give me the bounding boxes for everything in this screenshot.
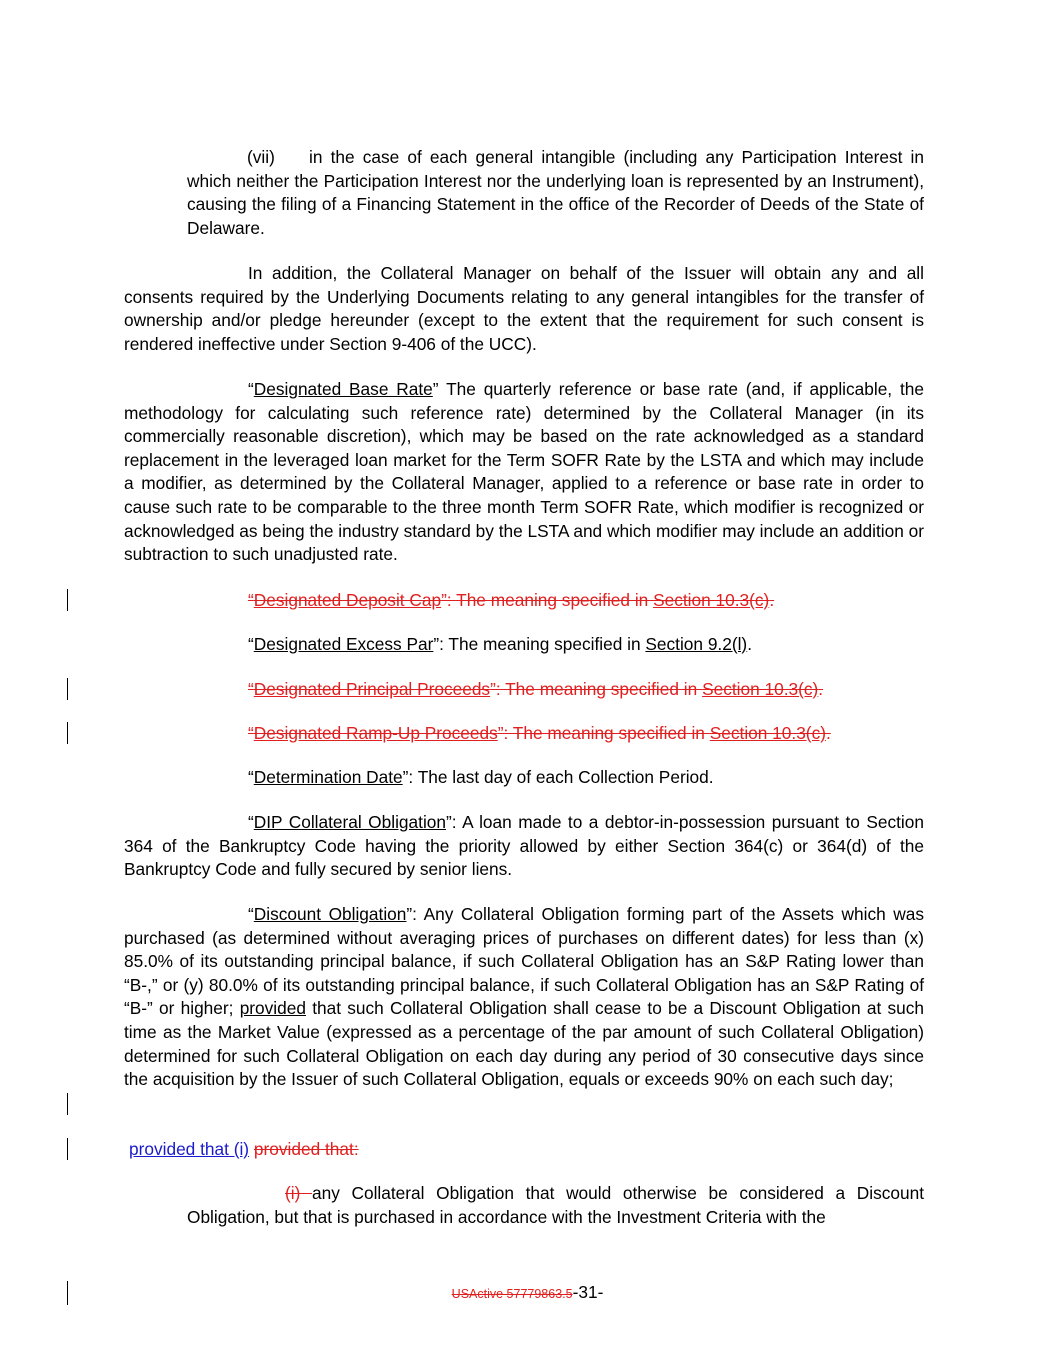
clause-text: in the case of each general intangible (including any Participation Interest in which neither the Participation Interest nor the underlying loan is represented by an Instrument), causing the filing of a Financing Statement in the office of the Recorder of Deeds of the State of Delaware. (187, 147, 924, 238)
defined-term: Determination Date (253, 767, 403, 787)
deleted-clause-number: (i) (285, 1183, 312, 1203)
period: . (769, 590, 775, 610)
defined-term: DIP Collateral Obligation (253, 812, 446, 832)
quote-open: “ (248, 723, 254, 743)
definition-text: ”: The last day of each Collection Period. (402, 767, 714, 787)
definition-designated-principal-proceeds (124, 678, 924, 702)
defined-term: Designated Excess Par (253, 634, 434, 654)
definition-determination-date (124, 766, 924, 790)
provided-term: provided (239, 998, 306, 1019)
page-footer (0, 1281, 1055, 1307)
definition-text-cont: that such Collateral Obligation shall cease to be a Discount Obligation at such time as the Market Value (expressed as a percentage of the par amount of such Collateral Obligation) determined for such Collateral Obligation on each day during any period of 30 consecutive days since the acquisition by the Issuer of such Collateral Obligation, equals or exceeds 90% on each such day; (124, 998, 924, 1090)
definition-text: ”: The meaning specified in (433, 634, 646, 654)
definition-designated-ramp-up-proceeds (124, 722, 924, 746)
quote-open: “ (248, 679, 254, 699)
clause-number: (vii) (247, 147, 275, 167)
definition-text: ”: The meaning specified in (497, 723, 710, 743)
change-bar (67, 678, 68, 700)
quote-close: ” (432, 379, 439, 399)
quote-open: “ (248, 767, 254, 787)
paragraph-vii (187, 146, 924, 240)
period: . (818, 679, 824, 699)
defined-term: Designated Principal Proceeds (253, 679, 491, 699)
section-reference: Section 10.3(c) (702, 679, 819, 699)
defined-term: Designated Ramp-Up Proceeds (253, 723, 498, 743)
definition-designated-excess-par (124, 633, 924, 657)
change-bar (67, 1093, 68, 1115)
section-reference: Section 9.2(l) (645, 634, 748, 654)
defined-term: Discount Obligation (253, 904, 407, 924)
change-bar (67, 589, 68, 611)
definition-designated-base-rate (124, 378, 924, 567)
definition-designated-deposit-cap (124, 589, 924, 613)
defined-term: Designated Deposit Cap (253, 590, 442, 610)
section-reference: Section 10.3(c) (653, 590, 770, 610)
quote-open: “ (248, 590, 254, 610)
definition-text: ”: The meaning specified in (490, 679, 703, 699)
clause-i (187, 1182, 924, 1229)
provided-that-line (129, 1138, 929, 1162)
period: . (825, 723, 831, 743)
deleted-text-2: that: (320, 1139, 359, 1159)
document-id: USActive 57779863.5 (451, 1287, 573, 1301)
paragraph-in-addition: In addition, the Collateral Manager on behalf of the Issuer will obtain any and all consents required by the Underlying Documents relating to any general intangibles for the transfer of ownership and/or pledge hereunder (except to the extent that the requirement for such consent is rendered ineffective under Section 9-406 of the UCC). (124, 263, 924, 354)
definition-text: ”: A loan made to a debtor-in-possession pursuant to Section 364 of the Bankruptcy Code having the priority allowed by either Section 364(c) or 364(d) of the Bankruptcy Code and fully secured by senior liens. (124, 812, 924, 880)
quote-open: “ (248, 812, 254, 832)
quote-open: “ (248, 379, 254, 399)
definition-dip-collateral-obligation (124, 811, 924, 882)
inserted-text: provided that (i) (129, 1139, 250, 1159)
definition-text: ”: The meaning specified in (441, 590, 654, 610)
page-number: -31- (572, 1282, 604, 1302)
change-bar (67, 722, 68, 744)
deleted-text: provided (253, 1139, 321, 1159)
definition-text: ”: Any Collateral Obligation forming part of the Assets which was purchased (as determined without averaging prices of purchases on different dates) for less than (x) 85.0% of its outstanding principal balance, if such Collateral Obligation has an S&P Rating lower than “B-,” or (y) 80.0% of its outstanding principal balance, if such Collateral Obligation has an S&P Rating of “B-” or higher; (124, 904, 924, 1019)
quote-open: “ (248, 634, 254, 654)
definition-text: The quarterly reference or base rate (and, if applicable, the methodology for calculating such reference rate) determined by the Collateral Manager (in its commercially reasonable discretion), which may be based on the rate acknowledged as a standard replacement in the leveraged loan market for the Term SOFR Rate by the LSTA and which may include a modifier, as determined by the Collateral Manager, applied to a reference or base rate in order to cause such rate to be comparable to the three month Term SOFR Rate, which modifier is recognized or acknowledged as being the industry standard by the LSTA and which modifier may include an addition or subtraction to such unadjusted rate. (124, 379, 924, 565)
period: . (747, 634, 753, 654)
defined-term: Designated Base Rate (253, 379, 433, 399)
section-reference: Section 10.3(c) (709, 723, 826, 743)
definition-discount-obligation (124, 903, 924, 1092)
clause-text: any Collateral Obligation that would otherwise be considered a Discount Obligation, but that is purchased in accordance with the Investment Criteria with the (187, 1183, 925, 1227)
quote-open: “ (248, 904, 254, 924)
change-bar (67, 1138, 68, 1160)
